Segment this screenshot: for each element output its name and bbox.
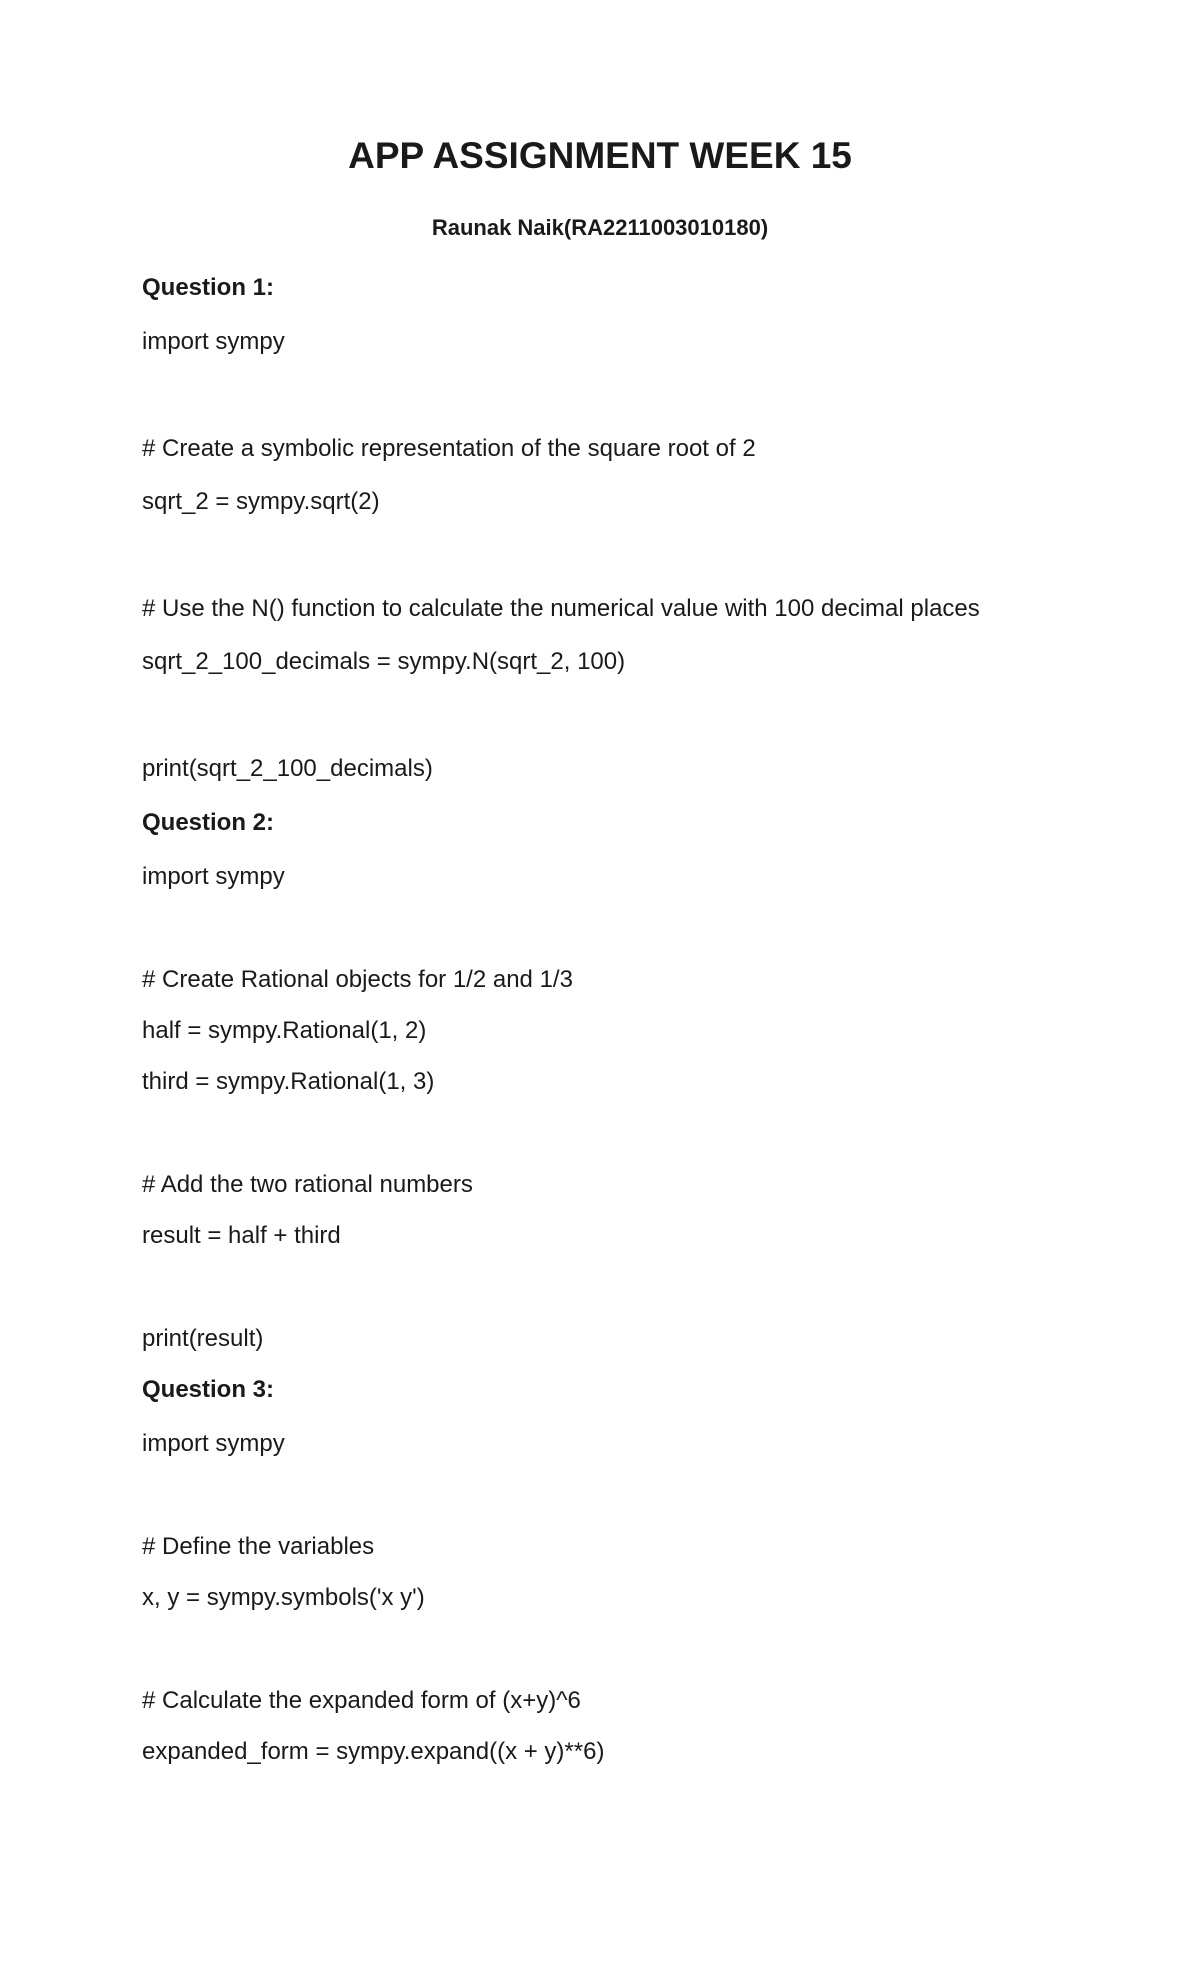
code-comment: # Calculate the expanded form of (x+y)^6 [142, 1687, 581, 1714]
code-line: half = sympy.Rational(1, 2) [142, 1017, 427, 1044]
code-line: sqrt_2 = sympy.sqrt(2) [142, 488, 380, 515]
question-1-heading: Question 1: [142, 274, 275, 301]
code-line: print(sqrt_2_100_decimals) [142, 755, 433, 782]
code-line: print(result) [142, 1325, 264, 1352]
code-line: sqrt_2_100_decimals = sympy.N(sqrt_2, 100) [142, 648, 626, 675]
code-comment: # Add the two rational numbers [142, 1171, 473, 1198]
author-line: Raunak Naik(RA2211003010180) [431, 215, 769, 240]
code-comment: # Create Rational objects for 1/2 and 1/3 [142, 966, 573, 993]
question-2-heading: Question 2: [142, 809, 275, 836]
code-line: import sympy [142, 863, 285, 890]
code-line: third = sympy.Rational(1, 3) [142, 1068, 435, 1095]
question-3-heading: Question 3: [142, 1376, 275, 1403]
document-title: APP ASSIGNMENT WEEK 15 [348, 135, 852, 176]
code-comment: # Create a symbolic representation of the square root of 2 [142, 435, 756, 462]
code-line: expanded_form = sympy.expand((x + y)**6) [142, 1738, 605, 1765]
code-comment: # Use the N() function to calculate the numerical value with 100 decimal places [142, 595, 980, 622]
code-line: import sympy [142, 1430, 285, 1457]
code-comment: # Define the variables [142, 1533, 375, 1560]
code-line: import sympy [142, 328, 285, 355]
code-line: x, y = sympy.symbols('x y') [142, 1584, 425, 1611]
code-line: result = half + third [142, 1222, 341, 1249]
